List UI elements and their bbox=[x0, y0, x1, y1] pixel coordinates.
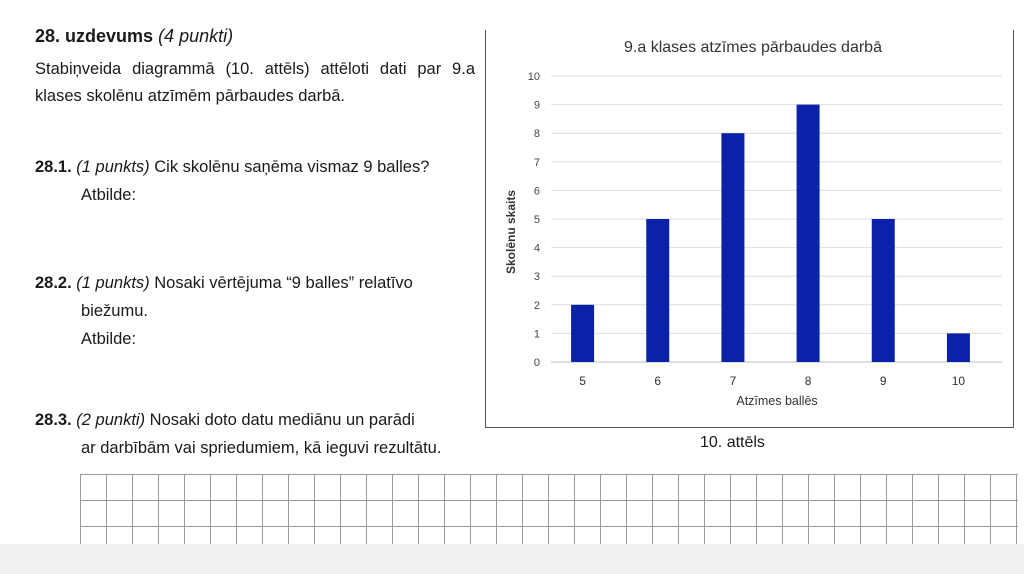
y-tick-label: 3 bbox=[533, 271, 540, 284]
task-title: 28. uzdevums (4 punkti) bbox=[35, 26, 234, 46]
x-tick-label: 5 bbox=[579, 374, 586, 388]
question-text: Nosaki doto datu mediānu un parādi bbox=[145, 411, 415, 429]
bar-8 bbox=[797, 105, 820, 362]
x-tick-label: 6 bbox=[654, 374, 662, 388]
y-tick-label: 0 bbox=[533, 357, 540, 369]
question-28-3 bbox=[35, 406, 485, 462]
x-tick-label: 8 bbox=[804, 374, 812, 388]
x-tick-label: 9 bbox=[879, 374, 887, 388]
y-axis-label: Skolēnu skaits bbox=[504, 189, 518, 275]
question-points: (2 punkti) bbox=[76, 411, 146, 429]
question-text-continued: ar darbībām vai spriedumiem, kā ieguvi rezultātu. bbox=[81, 439, 442, 457]
question-28-2 bbox=[35, 269, 475, 353]
y-tick-label: 8 bbox=[533, 128, 540, 141]
bottom-strip bbox=[0, 544, 1024, 574]
chart-title: 9.a klases atzīmes pārbaudes darbā bbox=[624, 39, 882, 56]
y-tick-label: 10 bbox=[527, 71, 540, 83]
question-number: 28.3. bbox=[35, 411, 72, 429]
y-tick-label: 7 bbox=[533, 156, 540, 169]
task-points: (4 punkti) bbox=[158, 26, 234, 46]
question-text-continued: biežumu. bbox=[81, 302, 148, 320]
y-tick-label: 6 bbox=[533, 185, 540, 198]
chart-frame bbox=[485, 30, 1014, 428]
bar-7 bbox=[721, 133, 744, 362]
answer-label: Atbilde: bbox=[81, 186, 137, 204]
y-tick-label: 4 bbox=[533, 242, 540, 255]
y-tick-label: 9 bbox=[533, 99, 540, 112]
question-number: 28.2. bbox=[35, 274, 72, 292]
task-text bbox=[35, 26, 475, 110]
question-28-1 bbox=[35, 153, 475, 209]
figure-caption: 10. attēls bbox=[700, 434, 765, 451]
bar-chart bbox=[486, 30, 1012, 426]
bar-6 bbox=[646, 219, 669, 362]
bar-9 bbox=[872, 219, 895, 362]
question-number: 28.1. bbox=[35, 158, 72, 176]
y-tick-label: 1 bbox=[533, 328, 540, 341]
answer-grid[interactable] bbox=[80, 474, 1018, 544]
y-tick-label: 5 bbox=[533, 214, 540, 226]
x-tick-label: 10 bbox=[951, 374, 966, 388]
question-text: Cik skolēnu saņēma vismaz 9 balles? bbox=[149, 158, 430, 176]
x-tick-label: 7 bbox=[729, 374, 737, 388]
bar-5 bbox=[571, 305, 594, 362]
answer-label: Atbilde: bbox=[81, 330, 137, 348]
y-tick-label: 2 bbox=[533, 299, 540, 312]
x-axis-label: Atzīmes ballēs bbox=[736, 394, 818, 408]
question-points: (1 punkts) bbox=[76, 158, 150, 176]
bar-10 bbox=[947, 333, 970, 362]
question-text: Nosaki vērtējuma “9 balles” relatīvo bbox=[149, 274, 413, 292]
task-intro: Stabiņveida diagrammā (10. attēls) attēloti dati par 9.a klases skolēnu atzīmēm pārbaudes darbā. bbox=[35, 60, 475, 105]
question-points: (1 punkts) bbox=[76, 274, 150, 292]
